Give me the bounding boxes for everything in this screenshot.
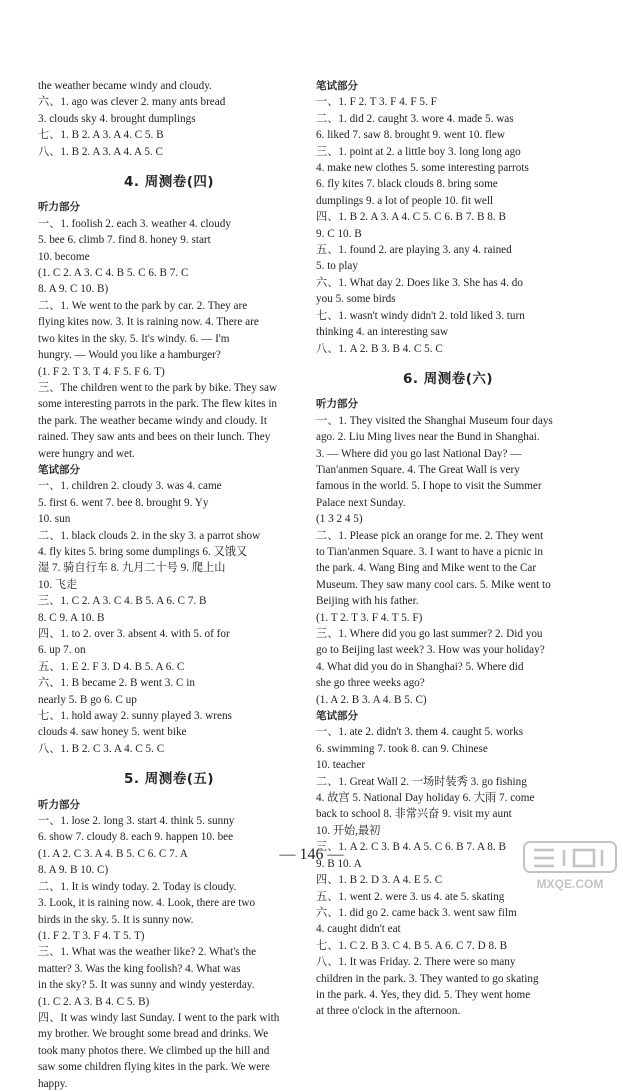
answer-line: 三、The children went to the park by bike. They saw <box>38 381 278 394</box>
answer-line: the park. 4. Wang Bing and Mike went to the Car <box>316 562 537 575</box>
answer-line: my brother. We brought some bread and drinks. We <box>38 1028 269 1041</box>
answer-line: 四、1. B 2. D 3. A 4. E 5. C <box>316 874 443 887</box>
answer-line: 5. first 6. went 7. bee 8. brought 9. Yy <box>38 496 209 509</box>
answer-line: 9. B 10. A <box>316 857 362 870</box>
answer-line: 八、1. B 2. A 3. A 4. A 5. C <box>38 145 163 158</box>
section-title: 4. 周测卷(四) <box>123 174 215 191</box>
subsection-heading: 笔试部分 <box>316 80 358 92</box>
page-number: — 146 — <box>279 846 344 863</box>
answer-line: Tian'anmen Square. 4. The Great Wall is very <box>316 463 520 476</box>
answer-line: 七、1. hold away 2. sunny played 3. wrens <box>38 710 232 723</box>
answer-line: hungry. — Would you like a hamburger? <box>38 349 221 362</box>
answer-line: 五、1. went 2. were 3. us 4. ate 5. skating <box>316 890 505 903</box>
answer-line: ago. 2. Liu Ming lives near the Bund in Shanghai. <box>316 431 540 444</box>
answer-line: (1. T 2. T 3. F 4. T 5. F) <box>316 611 423 624</box>
section-title: 6. 周测卷(六) <box>402 370 494 387</box>
answer-line: (1 3 2 4 5) <box>316 513 363 526</box>
answer-line: children in the park. 3. They wanted to go skating <box>316 972 539 985</box>
answer-line: 6. show 7. cloudy 8. each 9. happen 10. bee <box>38 831 234 844</box>
answer-line: 四、1. B 2. A 3. A 4. C 5. C 6. B 7. B 8. B <box>316 211 506 224</box>
answer-line: go to Beijing last week? 3. How was your holiday? <box>316 644 545 657</box>
subsection-heading: 听力部分 <box>38 201 80 214</box>
svg-text:MXQE.COM: MXQE.COM <box>536 877 604 891</box>
subsection-heading: 笔试部分 <box>316 710 358 723</box>
answer-line: in the park. 4. Yes, they did. 5. They went home <box>316 988 531 1001</box>
answer-line: 5. bee 6. climb 7. find 8. honey 9. start <box>38 234 211 247</box>
answer-line: 五、1. found 2. are playing 3. any 4. rained <box>316 244 512 257</box>
answer-line: nearly 5. B go 6. C up <box>38 693 137 706</box>
answer-line: (1. F 2. T 3. T 4. F 5. F 6. T) <box>38 365 165 378</box>
answer-line: she go three weeks ago? <box>316 677 425 690</box>
answer-line: 三、1. A 2. C 3. B 4. A 5. C 6. B 7. A 8. B <box>316 841 506 854</box>
answer-line: matter? 3. Was the king foolish? 4. What was <box>38 962 241 975</box>
answer-line: at three o'clock in the afternoon. <box>316 1005 461 1018</box>
answer-line: thinking 4. an interesting saw <box>316 326 449 339</box>
answer-line: to Tian'anmen Square. 3. I want to have a picnic in <box>316 545 543 558</box>
answer-line: 10. sun <box>38 513 71 526</box>
subsection-heading: 听力部分 <box>316 398 358 411</box>
answer-line: 三、1. point at 2. a little boy 3. long long ago <box>316 145 521 158</box>
answer-line: 七、1. wasn't windy didn't 2. told liked 3. turn <box>316 309 525 322</box>
section-title: 5. 周测卷(五) <box>123 771 215 788</box>
answer-line: (1. C 2. A 3. B 4. C 5. B) <box>38 995 150 1008</box>
answer-line: (1. A 2. C 3. A 4. B 5. C 6. C 7. A <box>38 847 188 860</box>
answer-line: Beijing with his father. <box>316 595 419 608</box>
answer-line: 六、1. did go 2. came back 3. went saw film <box>316 906 517 919</box>
answer-line: famous in the world. 5. I hope to visit the Summer <box>316 480 542 493</box>
answer-line: 六、1. B became 2. B went 3. C in <box>38 677 195 690</box>
answer-line: 4. 故宫 5. National Day holiday 6. 大雨 7. come <box>316 792 535 805</box>
answer-line: birds in the sky. 5. It is sunny now. <box>38 913 194 926</box>
answer-line: 七、1. B 2. A 3. A 4. C 5. B <box>38 129 164 142</box>
answer-line: 6. up 7. on <box>38 644 86 657</box>
answer-line: Museum. They saw many cool cars. 5. Mike went to <box>316 578 551 591</box>
answer-line: 8. A 9. B 10. C) <box>38 864 109 877</box>
answer-line: 六、1. ago was clever 2. many ants bread <box>38 96 226 109</box>
answer-line: saw some children flying kites in the park. We were <box>38 1061 270 1074</box>
subsection-heading: 笔试部分 <box>38 463 80 476</box>
answer-line: 9. C 10. B <box>316 227 362 240</box>
answer-line: the park. The weather became windy and cloudy. It <box>38 414 267 427</box>
answer-line: 4. fly kites 5. bring some dumplings 6. 又饿又 <box>38 545 248 558</box>
answer-line: 四、1. to 2. over 3. absent 4. with 5. of for <box>38 628 230 640</box>
subsection-heading: 听力部分 <box>38 798 80 811</box>
answer-line: 一、1. F 2. T 3. F 4. F 5. F <box>316 96 437 109</box>
answer-line: 四、It was windy last Sunday. I went to the park with <box>38 1011 280 1024</box>
answer-line: 七、1. C 2. B 3. C 4. B 5. A 6. C 7. D 8. B <box>316 939 508 952</box>
answer-line: you 5. some birds <box>316 293 396 306</box>
answer-line: 3. — Where did you go last National Day? — <box>316 447 522 460</box>
answer-line: took many photos there. We climbed up the hill and <box>38 1044 270 1057</box>
answer-line: dumplings 9. a lot of people 10. fit well <box>316 194 494 207</box>
answer-line: the weather became windy and cloudy. <box>38 80 212 92</box>
answer-line: 10. 飞走 <box>38 578 78 591</box>
answer-line: 湿 7. 骑自行车 8. 九月二十号 9. 爬上山 <box>38 562 226 575</box>
answer-line: 六、1. What day 2. Does like 3. She has 4. do <box>316 276 523 289</box>
answer-column-left <box>38 78 300 1092</box>
answer-line: 8. A 9. C 10. B) <box>38 283 109 296</box>
answer-line: flying kites now. 3. It is raining now. 4. There are <box>38 316 259 329</box>
answer-line: 三、1. C 2. A 3. C 4. B 5. A 6. C 7. B <box>38 595 207 608</box>
answer-line: Palace next Sunday. <box>316 496 406 509</box>
answer-line: 二、1. It is windy today. 2. Today is cloudy. <box>38 880 237 893</box>
answer-line: 二、1. We went to the park by car. 2. They are <box>38 299 248 312</box>
answer-line: 6. swimming 7. took 8. can 9. Chinese <box>316 742 488 755</box>
answer-line: 6. liked 7. saw 8. brought 9. went 10. flew <box>316 129 505 142</box>
answer-line: 三、1. Where did you go last summer? 2. Did you <box>316 628 543 640</box>
answer-line: 4. caught didn't eat <box>316 923 401 936</box>
answer-line: 八、1. It was Friday. 2. There were so many <box>316 956 516 969</box>
answer-line: clouds 4. saw honey 5. went bike <box>38 726 187 739</box>
answer-line: 8. C 9. A 10. B <box>38 611 105 624</box>
answer-line: 一、1. lose 2. long 3. start 4. think 5. sunny <box>38 815 235 828</box>
answer-line: 3. clouds sky 4. brought dumplings <box>38 112 196 125</box>
answer-line: 二、1. Please pick an orange for me. 2. They went <box>316 529 544 542</box>
answer-line: two kites in the sky. 5. It's windy. 6. — I'm <box>38 332 230 345</box>
answer-line: 一、1. children 2. cloudy 3. was 4. came <box>38 480 222 493</box>
answer-line: 一、1. foolish 2. each 3. weather 4. cloudy <box>38 217 231 230</box>
answer-line: 6. fly kites 7. black clouds 8. bring some <box>316 178 498 191</box>
answer-line: happy. <box>38 1077 68 1090</box>
answer-line: in the sky? 5. It was sunny and windy yesterday. <box>38 979 255 992</box>
answer-line: 二、1. black clouds 2. in the sky 3. a parrot show <box>38 529 261 542</box>
answer-line: 3. Look, it is raining now. 4. Look, there are two <box>38 897 256 910</box>
watermark-logo-icon <box>520 838 620 894</box>
answer-line: 4. What did you do in Shanghai? 5. Where did <box>316 660 524 673</box>
answer-line: 二、1. Great Wall 2. 一场时装秀 3. go fishing <box>316 775 527 788</box>
answer-line: 八、1. B 2. C 3. A 4. C 5. C <box>38 742 165 755</box>
answer-line: 4. make new clothes 5. some interesting parrots <box>316 162 529 175</box>
answer-line: rained. They saw ants and bees on their lunch. They <box>38 431 271 444</box>
answer-line: 三、1. What was the weather like? 2. What's the <box>38 946 257 959</box>
answer-line: 5. to play <box>316 260 358 273</box>
answer-line: (1. A 2. B 3. A 4. B 5. C) <box>316 693 427 706</box>
answer-line: 八、1. A 2. B 3. B 4. C 5. C <box>316 342 443 355</box>
answer-line: 一、1. They visited the Shanghai Museum four days <box>316 414 553 427</box>
answer-line: 10. become <box>38 250 90 263</box>
answer-line: back to school 8. 非常兴奋 9. visit my aunt <box>316 808 512 821</box>
answer-line: 二、1. did 2. caught 3. wore 4. made 5. was <box>316 112 514 125</box>
answer-line: (1. C 2. A 3. C 4. B 5. C 6. B 7. C <box>38 267 189 280</box>
answer-line: (1. F 2. T 3. F 4. T 5. T) <box>38 929 145 942</box>
answer-line: some interesting parrots in the park. The flew kites in <box>38 398 278 411</box>
answer-line: 五、1. E 2. F 3. D 4. B 5. A 6. C <box>38 660 185 673</box>
answer-line: were hungry and wet. <box>38 447 135 460</box>
answer-line: 10. 开始,最初 <box>316 824 381 837</box>
answer-line: 10. teacher <box>316 759 366 772</box>
answer-line: 一、1. ate 2. didn't 3. them 4. caught 5. works <box>316 726 524 739</box>
